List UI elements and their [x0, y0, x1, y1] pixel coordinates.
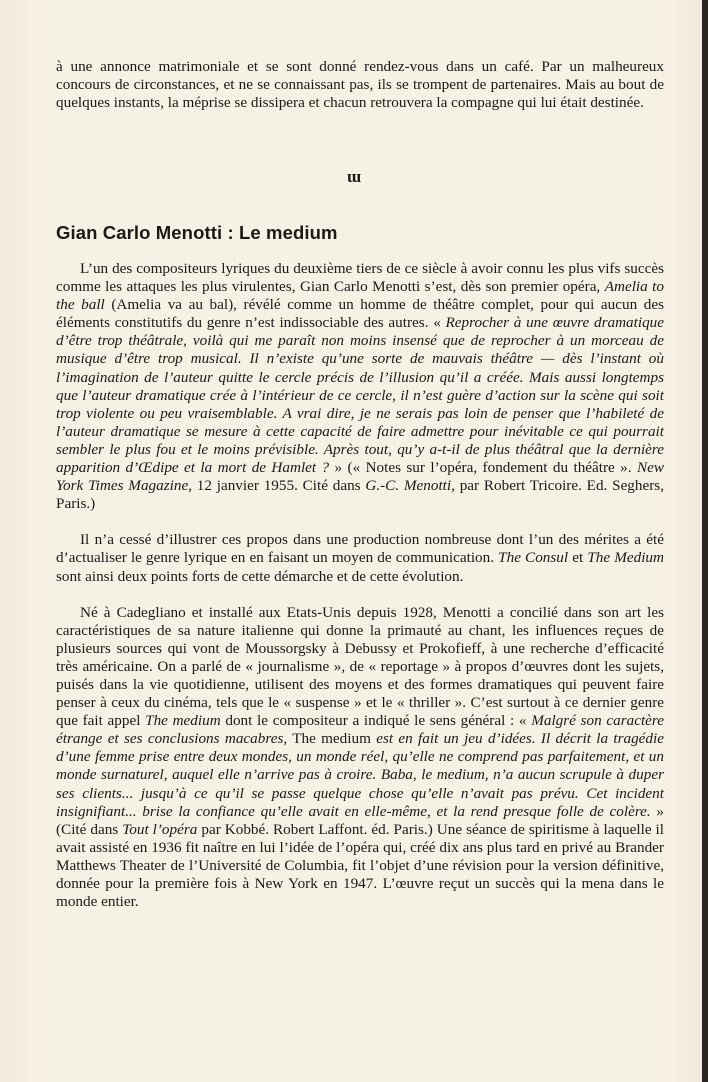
- paragraph-3: Né à Cadegliano et installé aux Etats-Unis depuis 1928, Menotti a concilié dans son art les caractéristiques de sa nature italienne qui donne la primauté au chant, les influences reçues de plusieurs sources qui vont de Moussorgsky à Debussy et Prokofieff, à une recherche d’efficacité très américaine. On a parlé de « journalisme », de « reportage » à propos d’œuvres dont les sujets, puisés dans la vie quotidienne, utilisent des moyens et des formes dramatiques qui peuvent faire penser à ceux du cinéma, tels que le « suspense » et le « thriller ». C’est surtout à ce dernier genre que fait appel The medium dont le compositeur a indiqué le sens général : « Malgré son caractère étrange et ses conclusions macabres, The medium est en fait un jeu d’idées. Il décrit la tragédie d’une femme prise entre deux mondes, un monde réel, qu’elle ne comprend pas parfaitement, et un monde surnaturel, auquel elle n’arrive pas à croire. Baba, le medium, n’a aucun scrupule à duper ses clients... jusqu’à ce qu’il se passe quelque chose qu’elle n’avait pas prévu. Cet incident insignifiant... brise la confiance qu’elle avait en elle-même, et la rend presque folle de colère. » (Cité dans Tout l’opéra par Kobbé. Robert Laffont. éd. Paris.) Une séance de spiritisme à laquelle il avait assisté en 1936 fit naître en lui l’idée de l’opéra qui, créé dix ans plus tard en privé au Brander Matthews Theater de l’Université de Columbia, fit l’objet d’une révision pour la version définitive, donnée pour la première fois à New York en 1947. L’œuvre reçut un succès qui la mena dans le monde entier.: [56, 603, 665, 911]
- article-body: [56, 260, 664, 911]
- section-heading: Gian Carlo Menotti : Le medium: [56, 222, 338, 243]
- paragraph-spacer: [56, 586, 664, 604]
- paragraph-1: L’un des compositeurs lyriques du deuxième tiers de ce siècle à avoir connu les plus vifs succès comme les attaques les plus virulentes, Gian Carlo Menotti s’est, dès son premier opéra, Amelia to the ball (Amelia va au bal), révélé comme un homme de théâtre complet, pour qui aucun des éléments constitutifs du genre n’est indissociable des autres. « Reprocher à une œuvre dramatique d’être trop théâtrale, voilà qui me paraît non moins insensé que de reprocher à un morceau de musique d’être trop musical. Il n’existe qu’une sorte de mauvais théâtre — dès l’instant où l’imagination de l’auteur quitte le cercle précis de l’illusion qu’il a créée. Mais aussi longtemps que l’auteur dramatique crée à l’intérieur de ce cercle, il n’est guère d’action sur la scène qui soit trop violente ou peu vraisemblable. A vrai dire, je ne serais pas loin de penser que l’habileté de l’auteur dramatique se mesure à cette capacité de faire admettre pour inévitable ce qui pourrait sembler le plus fou et le moins prévisible. Après tout, qu’y a-t-il de plus théâtral que la dernière apparition d’Œdipe et la mort de Hamlet ? » (« Notes sur l’opéra, fondement du théâtre ». New York Times Magazine, 12 janvier 1955. Cité dans G.-C. Menotti, par Robert Tricoire. Ed. Seghers, Paris.): [56, 260, 665, 513]
- paragraph-spacer: [56, 513, 664, 531]
- paragraph-2: Il n’a cessé d’illustrer ces propos dans une production nombreuse dont l’un des mérites a été d’actualiser le genre lyrique en en faisant un moyen de communication. The Consul et The Medium sont ainsi deux points forts de cette démarche et de cette évolution.: [56, 531, 664, 585]
- intro-paragraph: à une annonce matrimoniale et se sont donné rendez-vous dans un café. Par un malheureux concours de circonstances, et ne se connaissant pas, ils se trompent de partenaires. Mais au bout de quelques instants, la méprise se dissipera et chacun retrouvera la compagne qui lui était destinée.: [56, 58, 664, 112]
- page-edge-shadow: [702, 0, 708, 1082]
- section-ornament-icon: ɯ: [346, 167, 362, 186]
